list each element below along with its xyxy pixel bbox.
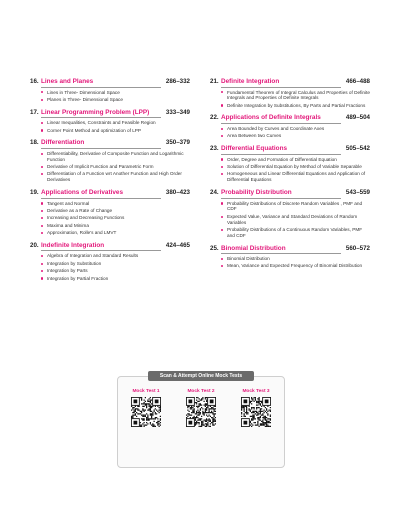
chapter-number: 20. bbox=[30, 241, 39, 249]
topic-item: Area Bounded by Curves and Coordinate Axes bbox=[227, 126, 370, 132]
topic-item: Binomial Distribution bbox=[227, 256, 370, 262]
chapter-divider bbox=[41, 117, 161, 118]
chapter-page-range: 350–379 bbox=[165, 139, 190, 147]
left-column bbox=[30, 78, 190, 287]
chapter-title[interactable]: Differential Equations bbox=[221, 145, 288, 153]
chapter-entry bbox=[210, 189, 370, 238]
topic-item: Probability Distributions of Discrete Random Variables , PMF and CDF bbox=[227, 201, 370, 213]
chapter-title[interactable]: Probability Distribution bbox=[221, 189, 292, 197]
topic-item: Derivative of Implicit Function and Parametric Form bbox=[47, 164, 190, 170]
chapter-divider bbox=[41, 87, 161, 88]
topic-item: Mean, Variance and Expected Frequency of Binomial Distribution bbox=[227, 263, 370, 269]
chapter-entry bbox=[30, 78, 190, 103]
chapter-divider bbox=[221, 123, 341, 124]
chapter-divider bbox=[221, 154, 341, 155]
chapter-divider bbox=[221, 87, 341, 88]
chapter-heading bbox=[210, 189, 370, 197]
right-column bbox=[210, 78, 370, 275]
topic-item: Order, Degree and Formation of Differential Equation bbox=[227, 157, 370, 163]
topic-item: Probability Distributions of a Continuous Random Variables, PMF and CDF bbox=[227, 227, 370, 239]
topic-list bbox=[210, 201, 370, 239]
chapter-page-range: 543–559 bbox=[345, 189, 370, 197]
topic-item: Approximation, Rolle's and LMVT bbox=[47, 230, 190, 236]
chapter-number: 24. bbox=[210, 189, 219, 197]
chapter-heading bbox=[210, 114, 370, 122]
chapter-page-range: 380–423 bbox=[165, 189, 190, 197]
chapter-divider bbox=[41, 148, 161, 149]
mock-test-panel bbox=[117, 373, 285, 468]
chapter-divider bbox=[41, 250, 161, 251]
chapter-heading bbox=[210, 145, 370, 153]
topic-item: Solution of Differential Equation by Method of Variable Separable bbox=[227, 164, 370, 170]
chapter-title[interactable]: Applications of Definite Integrals bbox=[221, 114, 321, 122]
topic-item: Differentiability, Derivative of Composite Function and Logarithmic Function bbox=[47, 151, 190, 163]
chapter-page-range: 333–349 bbox=[165, 108, 190, 116]
mock-test-2[interactable] bbox=[181, 389, 221, 427]
topic-item: Maxima and Minima bbox=[47, 223, 190, 229]
mock-test-label: Mock Test 1 bbox=[132, 389, 160, 394]
chapter-entry bbox=[210, 245, 370, 270]
chapter-entry bbox=[30, 109, 190, 134]
topic-list bbox=[210, 126, 370, 139]
chapter-title[interactable]: Applications of Derivatives bbox=[41, 189, 124, 197]
topic-item: Area Between two Curves bbox=[227, 133, 370, 139]
chapter-page-range: 505–542 bbox=[345, 145, 370, 153]
qr-code-icon[interactable] bbox=[241, 397, 271, 427]
chapter-number: 23. bbox=[210, 145, 219, 153]
topic-item: Integration by Parts bbox=[47, 268, 190, 274]
chapter-heading bbox=[30, 242, 190, 250]
chapter-title[interactable]: Lines and Planes bbox=[41, 78, 94, 85]
chapter-entry bbox=[210, 114, 370, 139]
chapter-page-range: 466–488 bbox=[345, 78, 370, 85]
chapter-number: 25. bbox=[210, 244, 219, 252]
topic-list bbox=[30, 90, 190, 103]
chapter-number: 22. bbox=[210, 114, 219, 122]
topic-list bbox=[30, 201, 190, 236]
chapter-title[interactable]: Binomial Distribution bbox=[221, 244, 286, 252]
chapter-entry bbox=[210, 78, 370, 108]
topic-item: Differentiation of a Function wrt Another Function and High Order Derivatives bbox=[47, 171, 190, 183]
topic-list bbox=[210, 90, 370, 109]
qr-code-icon[interactable] bbox=[131, 397, 161, 427]
topic-list bbox=[30, 120, 190, 133]
chapter-heading bbox=[30, 139, 190, 147]
topic-item: Lines in Three- Dimensional Space bbox=[47, 90, 190, 96]
topic-list bbox=[30, 151, 190, 183]
topic-item: Increasing and Decreasing Functions bbox=[47, 215, 190, 221]
chapter-entry bbox=[30, 139, 190, 183]
chapter-heading bbox=[30, 109, 190, 117]
chapter-heading bbox=[210, 78, 370, 86]
mock-test-1[interactable] bbox=[126, 389, 166, 427]
topic-item: Integration by Substitution bbox=[47, 261, 190, 267]
chapter-heading bbox=[30, 78, 190, 86]
topic-list bbox=[210, 157, 370, 183]
chapter-heading bbox=[210, 245, 370, 253]
topic-item: Corner Point Method and optimization of LPP bbox=[47, 128, 190, 134]
topic-item: Linear Inequalities, Constraints and Feasible Region bbox=[47, 120, 190, 126]
qr-code-icon[interactable] bbox=[186, 397, 216, 427]
topic-item: Integration by Partial Fraction bbox=[47, 276, 190, 282]
topic-list bbox=[30, 253, 190, 281]
chapter-page-range: 286–332 bbox=[165, 78, 190, 85]
chapter-number: 19. bbox=[30, 189, 39, 197]
chapter-divider bbox=[221, 253, 341, 254]
topic-item: Homogeneous and Linear Differential Equations and Application of Differential Equations bbox=[227, 171, 370, 183]
chapter-page-range: 560–572 bbox=[345, 244, 370, 252]
chapter-entry bbox=[30, 242, 190, 281]
chapter-title[interactable]: Definite Integration bbox=[221, 78, 280, 85]
topic-item: Definite Integration by Substitutions, By Parts and Partial Fractions bbox=[227, 103, 370, 109]
chapter-number: 18. bbox=[30, 139, 39, 147]
topic-item: Derivative as a Rate of Change bbox=[47, 208, 190, 214]
chapter-number: 17. bbox=[30, 108, 39, 116]
chapter-page-range: 424–465 bbox=[165, 241, 190, 249]
topic-item: Expected Value, Variance and Standard Deviations of Random Variables bbox=[227, 214, 370, 226]
chapter-divider bbox=[41, 198, 161, 199]
mock-test-3[interactable] bbox=[236, 389, 276, 427]
chapter-heading bbox=[30, 189, 190, 197]
mock-test-header: Scan & Attempt Online Mock Tests bbox=[148, 371, 254, 381]
mock-test-label: Mock Test 2 bbox=[187, 389, 215, 394]
topic-item: Algebra of Integration and Standard Results bbox=[47, 253, 190, 259]
chapter-divider bbox=[221, 198, 341, 199]
chapter-title[interactable]: Indefinite Integration bbox=[41, 241, 105, 249]
chapter-entry bbox=[210, 145, 370, 183]
topic-item: Planes in Three- Dimensional Space bbox=[47, 97, 190, 103]
topic-list bbox=[210, 256, 370, 269]
chapter-number: 21. bbox=[210, 78, 219, 85]
topic-item: Fundamental Theorem of Integral Calculus and Properties of Definite Integrals and Properties of Definite Integrals bbox=[227, 89, 370, 101]
chapter-page-range: 489–504 bbox=[345, 114, 370, 122]
chapter-number: 16. bbox=[30, 78, 39, 85]
chapter-title[interactable]: Linear Programming Problem (LPP) bbox=[41, 108, 150, 116]
chapter-title[interactable]: Differentiation bbox=[41, 139, 85, 147]
topic-item: Tangent and Normal bbox=[47, 201, 190, 207]
mock-test-label: Mock Test 3 bbox=[242, 389, 270, 394]
chapter-entry bbox=[30, 189, 190, 236]
